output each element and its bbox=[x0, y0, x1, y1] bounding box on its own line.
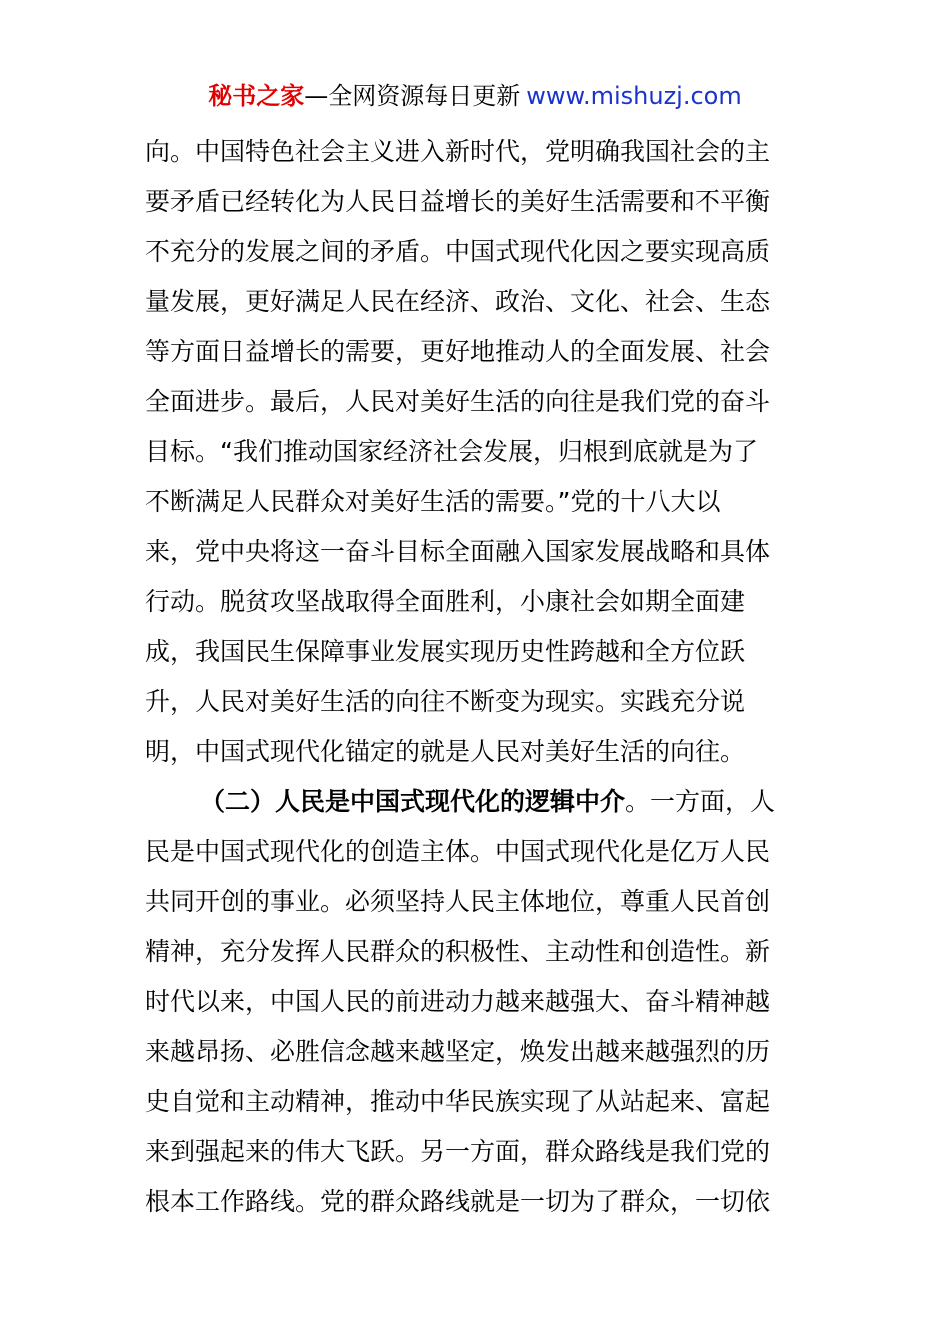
section-heading: （二）人民是中国式现代化的逻辑中介 bbox=[200, 787, 626, 816]
text-line: 要矛盾已经转化为人民日益增长的美好生活需要和不平衡 bbox=[145, 187, 771, 216]
text-line: 来，党中央将这一奋斗目标全面融入国家发展战略和具体 bbox=[145, 537, 771, 566]
text-line: 升，人民对美好生活的向往不断变为现实。实践充分说 bbox=[145, 687, 746, 716]
text-line: 全面进步。最后，人民对美好生活的向往是我们党的奋斗 bbox=[145, 387, 771, 416]
text-line: 明，中国式现代化锚定的就是人民对美好生活的向往。 bbox=[145, 737, 746, 766]
text-line: 精神，充分发挥人民群众的积极性、主动性和创造性。新 bbox=[145, 937, 771, 966]
text-line: 量发展，更好满足人民在经济、政治、文化、社会、生态 bbox=[145, 287, 771, 316]
paragraph-first-line bbox=[145, 777, 810, 827]
heading-continuation: 。一方面，人 bbox=[625, 787, 776, 816]
text-line: 成，我国民生保障事业发展实现历史性跨越和全方位跃 bbox=[145, 637, 746, 666]
paragraph-1 bbox=[145, 127, 810, 777]
text-line: 不断满足人民群众对美好生活的需要。”党的十八大以 bbox=[145, 487, 721, 516]
text-line: 来到强起来的伟大飞跃。另一方面，群众路线是我们党的 bbox=[145, 1137, 771, 1166]
text-line: 共同开创的事业。必须坚持人民主体地位，尊重人民首创 bbox=[145, 887, 771, 916]
text-line: 不充分的发展之间的矛盾。中国式现代化因之要实现高质 bbox=[145, 237, 771, 266]
text-line: 等方面日益增长的需要，更好地推动人的全面发展、社会 bbox=[145, 337, 771, 366]
text-line: 史自觉和主动精神，推动中华民族实现了从站起来、富起 bbox=[145, 1087, 771, 1116]
text-line: 向。中国特色社会主义进入新时代，党明确我国社会的主 bbox=[145, 137, 771, 166]
paragraph-2 bbox=[145, 777, 810, 1227]
brand-name: 秘书之家 bbox=[208, 82, 305, 110]
text-line: 行动。脱贫攻坚战取得全面胜利，小康社会如期全面建 bbox=[145, 587, 746, 616]
text-line: 根本工作路线。党的群众路线就是一切为了群众，一切依 bbox=[145, 1187, 771, 1216]
header-tagline: —全网资源每日更新 bbox=[304, 82, 521, 110]
text-line: 目标。“我们推动国家经济社会发展，归根到底就是为了 bbox=[145, 437, 758, 466]
page-header bbox=[0, 80, 950, 112]
site-url-link[interactable]: www.mishuzj.com bbox=[526, 82, 742, 110]
text-line: 民是中国式现代化的创造主体。中国式现代化是亿万人民 bbox=[145, 837, 771, 866]
text-line: 时代以来，中国人民的前进动力越来越强大、奋斗精神越 bbox=[145, 987, 771, 1016]
document-body bbox=[145, 127, 810, 1227]
text-line: 来越昂扬、必胜信念越来越坚定，焕发出越来越强烈的历 bbox=[145, 1037, 771, 1066]
